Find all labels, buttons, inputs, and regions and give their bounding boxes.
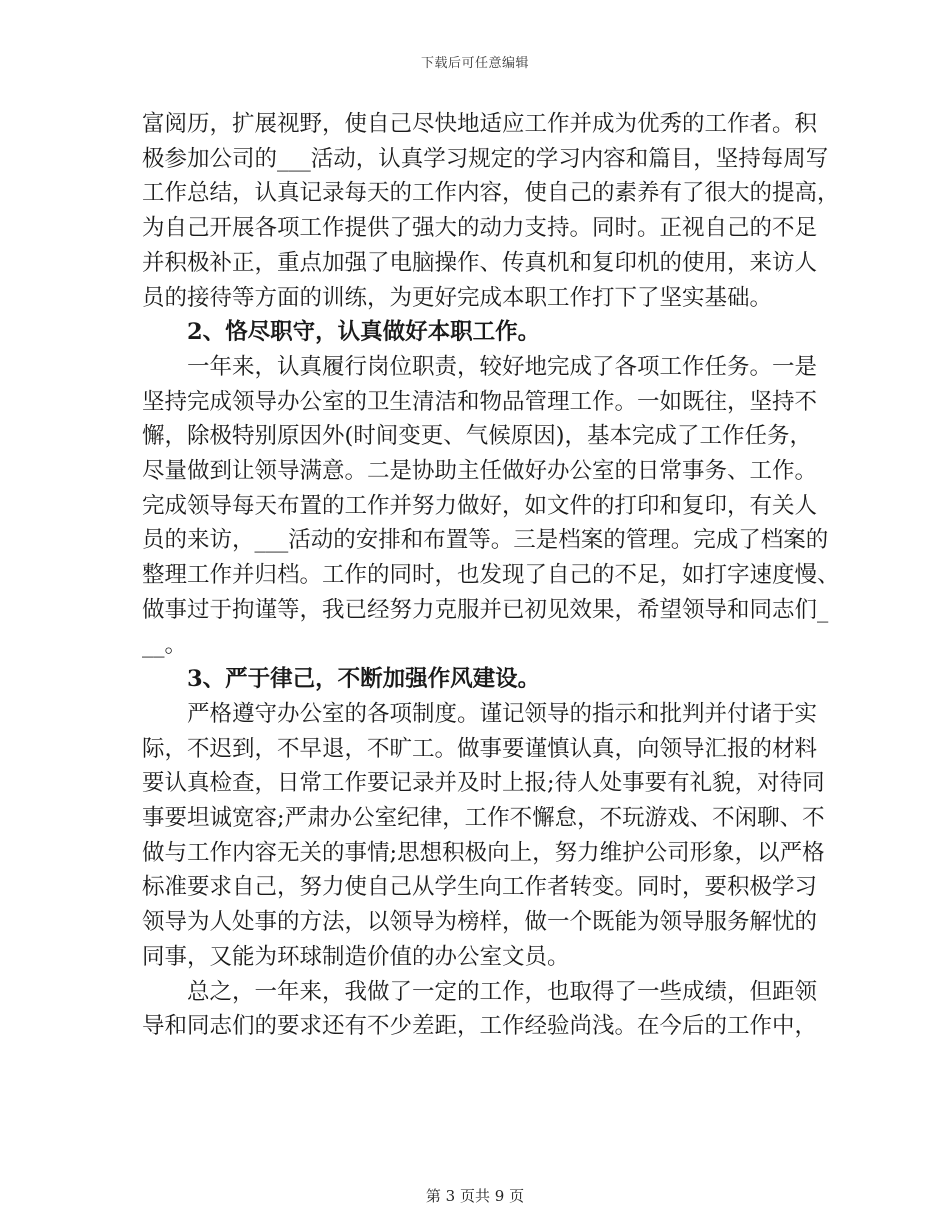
text-line: 尽量做到让领导满意。二是协助主任做好办公室的日常事务、工作。 bbox=[142, 458, 818, 485]
text-line: 领导为人处事的方法，以领导为榜样，做一个既能为领导服务解忧的 bbox=[142, 909, 818, 936]
page-number: 第 3 页共 9 页 bbox=[425, 1187, 525, 1205]
text-line: 事要坦诚宽容;严肃办公室纪律，工作不懈怠，不玩游戏、不闲聊、不 bbox=[142, 805, 825, 832]
text-line: 际，不迟到，不早退，不旷工。做事要谨慎认真，向领导汇报的材料 bbox=[142, 735, 818, 762]
paragraph bbox=[142, 107, 840, 315]
text-line: 做与工作内容无关的事情;思想积极向上，努力维护公司形象，以严格 bbox=[142, 839, 825, 866]
text-line: 员的接待等方面的训练，为更好完成本职工作打下了坚实基础。 bbox=[142, 284, 773, 311]
text-line: 严格遵守办公室的各项制度。谨记领导的指示和批判并付诸于实 bbox=[187, 700, 818, 727]
text-line: 整理工作并归档。工作的同时，也发现了自己的不足，如打字速度慢、 bbox=[142, 562, 840, 589]
heading-text: 3、严于律己，不断加强作风建设。 bbox=[187, 666, 541, 693]
text-line: 完成领导每天布置的工作并努力做好，如文件的打印和复印，有关人 bbox=[142, 492, 818, 519]
heading-text: 2、恪尽职守，认真做好本职工作。 bbox=[187, 319, 541, 346]
text-line: 并积极补正，重点加强了电脑操作、传真机和复印机的使用，来访人 bbox=[142, 249, 818, 276]
text-line: 一年来，认真履行岗位职责，较好地完成了各项工作任务。一是 bbox=[187, 353, 818, 380]
text-line: 坚持完成领导办公室的卫生清洁和物品管理工作。一如既往，坚持不 bbox=[142, 388, 818, 415]
text-line: 极参加公司的___活动，认真学习规定的学习内容和篇目，坚持每周写 bbox=[142, 145, 829, 172]
text-line: 导和同志们的要求还有不少差距，工作经验尚浅。在今后的工作中， bbox=[142, 1013, 818, 1040]
text-line: 要认真检查，日常工作要记录并及时上报;待人处事要有礼貌，对待同 bbox=[142, 770, 825, 797]
paragraph bbox=[142, 697, 825, 975]
paragraph bbox=[142, 975, 818, 1044]
page-header: 下载后可任意编辑 bbox=[420, 56, 529, 71]
text-line: 懈，除极特别原因外(时间变更、气候原因)，基本完成了工作任务， bbox=[142, 423, 813, 450]
text-line: 总之，一年来，我做了一定的工作，也取得了一些成绩，但距领 bbox=[187, 978, 818, 1005]
section-heading bbox=[142, 662, 808, 697]
section-heading bbox=[142, 315, 808, 350]
text-line: 做事过于拘谨等，我已经努力克服并已初见效果，希望领导和同志们_ bbox=[142, 596, 829, 623]
text-line: 富阅历，扩展视野，使自己尽快地适应工作并成为优秀的工作者。积 bbox=[142, 111, 818, 137]
text-line: 为自己开展各项工作提供了强大的动力支持。同时。正视自己的不足 bbox=[142, 215, 818, 242]
text-line: 工作总结，认真记录每天的工作内容，使自己的素养有了很大的提高， bbox=[142, 180, 840, 207]
text-line: 员的来访，___活动的安排和布置等。三是档案的管理。完成了档案的 bbox=[142, 527, 829, 554]
text-line: __。 bbox=[142, 631, 188, 658]
text-line: 同事，又能为环球制造价值的办公室文员。 bbox=[142, 943, 570, 970]
document-body bbox=[142, 107, 840, 1044]
text-line: 标准要求自己，努力使自己从学生向工作者转变。同时，要积极学习 bbox=[142, 874, 818, 901]
paragraph bbox=[142, 350, 840, 662]
